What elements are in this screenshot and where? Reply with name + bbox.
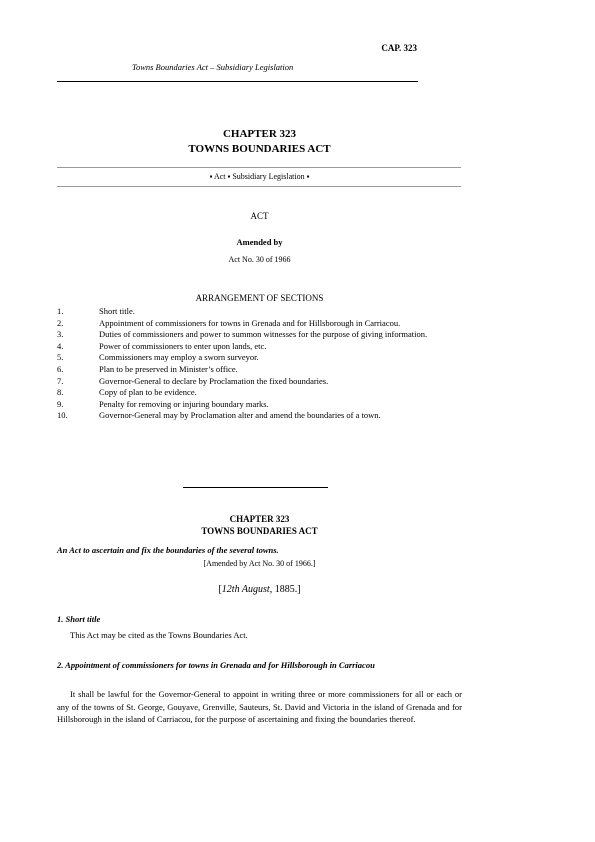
toc-item-text: Governor-General may by Proclamation alter and amend the boundaries of a town. (99, 410, 381, 421)
nav-links[interactable]: ▪ Act ▪ Subsidiary Legislation ▪ (209, 172, 310, 181)
toc-item-num: 1. (57, 306, 64, 316)
toc-item[interactable] (57, 306, 462, 318)
act-title: TOWNS BOUNDARIES ACT (188, 143, 331, 155)
amendment-note: [Amended by Act No. 30 of 1966.] (203, 559, 316, 568)
toc-item-num: 6. (57, 363, 64, 374)
chapter-number: CAP. 323 (381, 43, 417, 53)
amending-act: Act No. 30 of 1966 (228, 255, 291, 264)
toc-item-num: 10. (57, 410, 68, 421)
toc-item-num: 8. (57, 387, 64, 398)
toc-item[interactable] (57, 399, 462, 411)
toc-item-num: 5. (57, 352, 64, 363)
section-1-text: This Act may be cited as the Towns Boundaries Act. (70, 630, 248, 640)
header-rule (57, 81, 418, 82)
date-day: 12th August (221, 584, 270, 595)
toc-item-num: 7. (57, 375, 64, 386)
toc-item-text: Power of commissioners to enter upon lands, etc. (99, 340, 267, 351)
toc-item-text: Appointment of commissioners for towns in Grenada and for Hillsborough in Carriacou. (99, 317, 401, 328)
toc-item-text: Plan to be preserved in Minister’s office. (99, 363, 238, 374)
nav-rule-bottom (57, 186, 461, 187)
toc-item-num: 3. (57, 329, 64, 340)
toc-item-num: 9. (57, 398, 64, 409)
toc-item[interactable] (57, 364, 462, 376)
section-2-text: It shall be lawful for the Governor-General to appoint in writing three or more commissioners for all or each or any of the towns of St. George, Gouyave, Grenville, Sauteurs, St. David and Victoria in the island of Grenada and for Hillsborough in the island of Carriacou, for the purpose of ascertaining and fixing the boundaries thereof. (57, 689, 462, 724)
toc-item[interactable] (57, 376, 462, 388)
section-divider (183, 487, 328, 488)
date-bracket: [ (218, 584, 222, 595)
body-chapter-heading: CHAPTER 323 (229, 514, 290, 524)
section-1-heading: 1. Short title (57, 614, 101, 624)
toc-item-text: Duties of commissioners and power to summon witnesses for the purpose of giving information. (99, 329, 428, 340)
toc-item-num: 2. (57, 317, 64, 328)
toc-item[interactable] (57, 410, 462, 422)
toc-item[interactable] (57, 329, 462, 341)
toc-item[interactable] (57, 341, 462, 353)
toc-item[interactable] (57, 387, 462, 399)
amended-by-label: Amended by (236, 237, 283, 247)
body-act-title: TOWNS BOUNDARIES ACT (201, 526, 318, 536)
sections-list (57, 306, 462, 422)
chapter-heading: CHAPTER 323 (222, 128, 297, 140)
nav-rule-top (57, 167, 461, 168)
act-label: ACT (250, 211, 269, 221)
toc-item-text: Copy of plan to be evidence. (99, 387, 197, 398)
toc-item-text: Penalty for removing or injuring boundary marks. (99, 398, 269, 409)
date-year: , 1885.] (269, 584, 301, 595)
section-2-heading: 2. Appointment of commissioners for towns in Grenada and for Hillsborough in Carriacou (57, 660, 375, 670)
toc-item-text: Commissioners may employ a sworn surveyor. (99, 352, 259, 363)
toc-item[interactable] (57, 318, 462, 330)
commencement-date (57, 584, 462, 595)
toc-item-num: 4. (57, 340, 64, 351)
toc-item-text: Governor-General to declare by Proclamation the fixed boundaries. (99, 375, 329, 386)
arrangement-heading: ARRANGEMENT OF SECTIONS (195, 293, 324, 303)
toc-item-text: Short title. (99, 306, 135, 316)
running-title: Towns Boundaries Act – Subsidiary Legislation (132, 62, 294, 72)
toc-item[interactable] (57, 352, 462, 364)
long-title: An Act to ascertain and fix the boundaries of the several towns. (57, 545, 279, 555)
